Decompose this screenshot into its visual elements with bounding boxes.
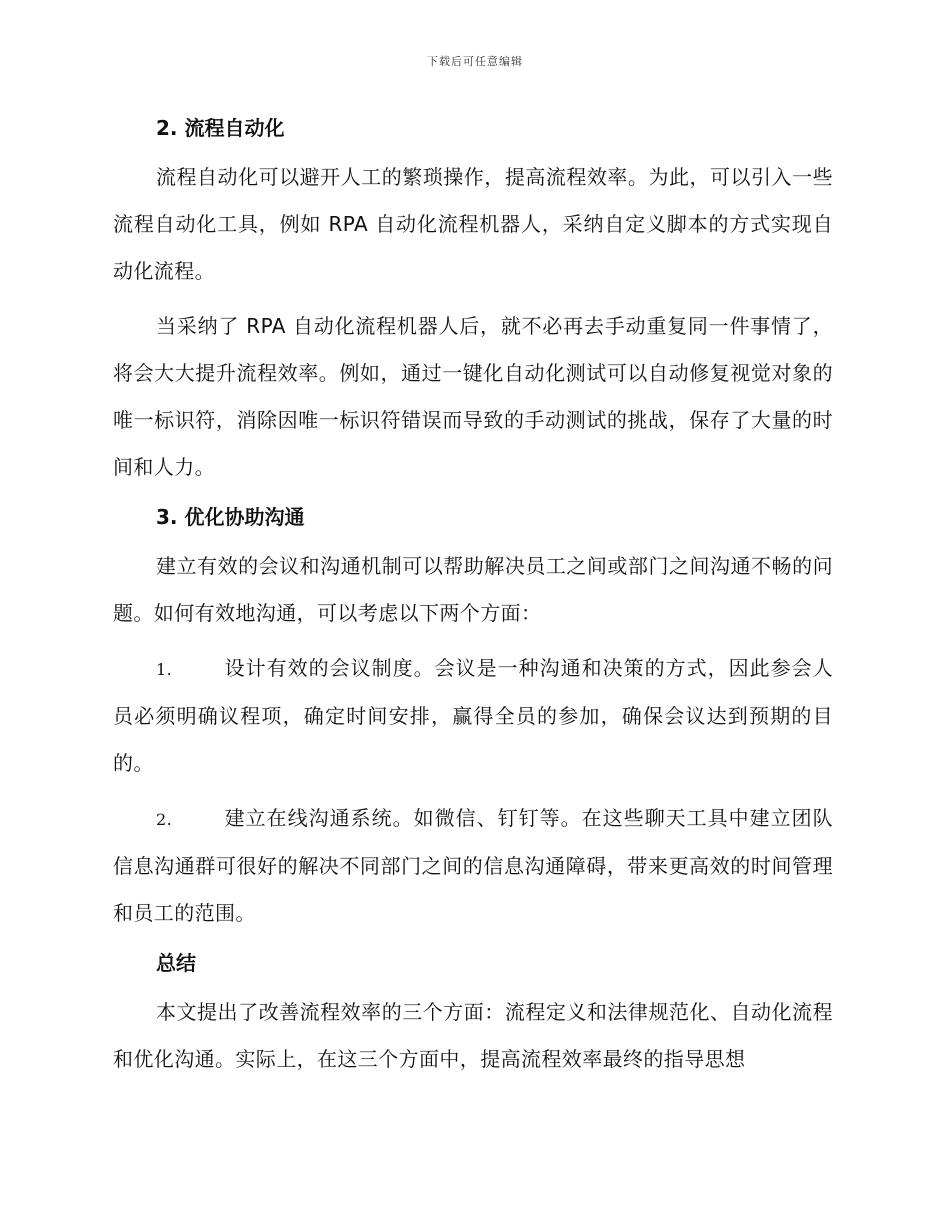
section-heading-summary: 总结 bbox=[156, 951, 196, 975]
list-item bbox=[113, 645, 833, 787]
section-heading-process-automation: 2. 流程自动化 bbox=[156, 116, 285, 140]
document-body bbox=[113, 110, 833, 1083]
page-header: 下载后可任意编辑 bbox=[427, 55, 523, 68]
paragraph: 当采纳了 RPA 自动化流程机器人后，就不必再去手动重复同一件事情了，将会大大提升流程效率。例如，通过一键化自动化测试可以自动修复视觉对象的唯一标识符，消除因唯一标识符错误而导致的手动测试的挑战，保存了大量的时间和人力。 bbox=[113, 314, 833, 479]
list-item-text: 设计有效的会议制度。会议是一种沟通和决策的方式，因此参会人员必须明确议程项，确定时间安排，赢得全员的参加，确保会议达到预期的目的。 bbox=[113, 656, 833, 775]
section-heading-communication: 3. 优化协助沟通 bbox=[156, 505, 305, 529]
list-item-text: 建立在线沟通系统。如微信、钉钉等。在这些聊天工具中建立团队信息沟通群可很好的解决不同部门之间的信息沟通障碍，带来更高效的时间管理和员工的范围。 bbox=[113, 806, 833, 925]
list-number: 1. bbox=[156, 660, 173, 679]
paragraph: 本文提出了改善流程效率的三个方面：流程定义和法律规范化、自动化流程和优化沟通。实际上，在这三个方面中，提高流程效率最终的指导思想 bbox=[113, 1000, 833, 1071]
paragraph: 建立有效的会议和沟通机制可以帮助解决员工之间或部门之间沟通不畅的问题。如何有效地沟通，可以考虑以下两个方面： bbox=[113, 554, 833, 625]
list-item bbox=[113, 795, 833, 937]
list-number: 2. bbox=[156, 810, 173, 829]
paragraph: 流程自动化可以避开人工的繁琐操作，提高流程效率。为此，可以引入一些流程自动化工具，例如 RPA 自动化流程机器人，采纳自定义脚本的方式实现自动化流程。 bbox=[113, 165, 833, 283]
